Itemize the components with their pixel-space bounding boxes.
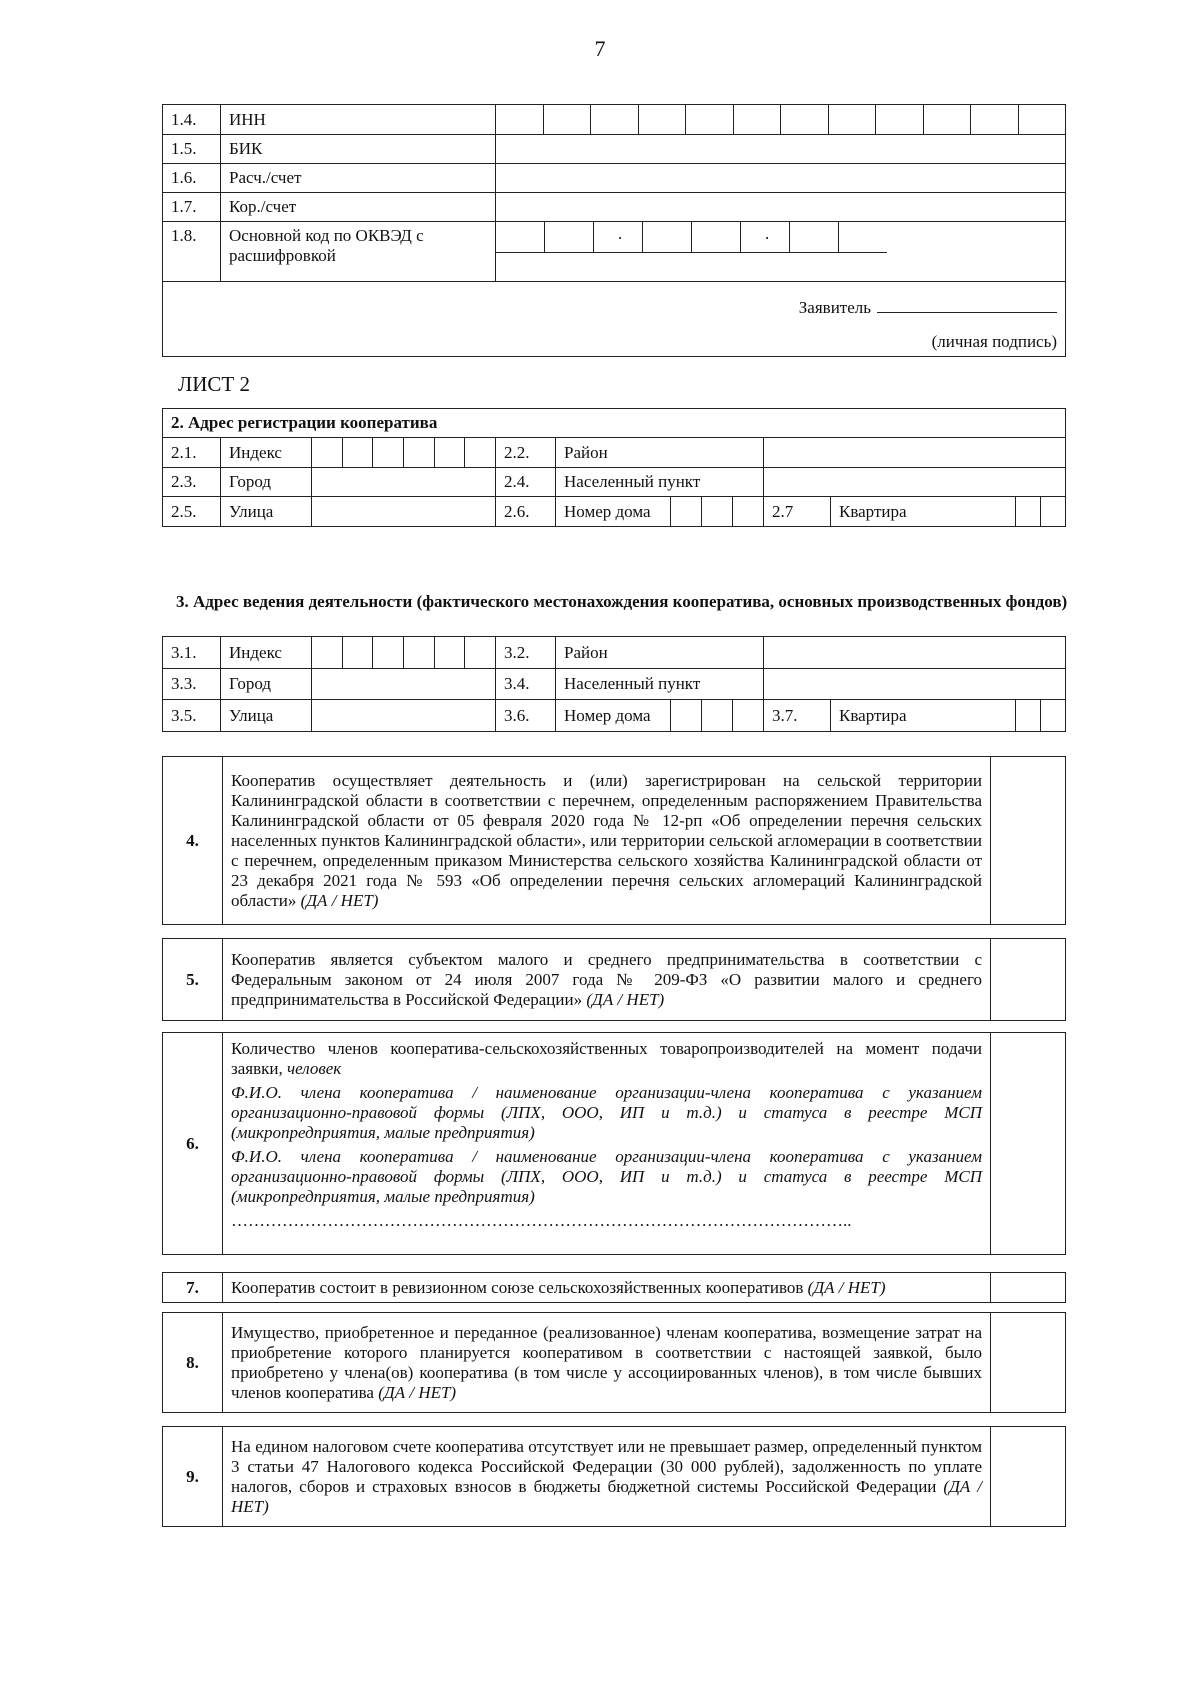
- item-statement: Кооператив является субъектом малого и среднего предпринимательства в соответствии с Федеральным законом от 24 июля 2007 года № 209-ФЗ «О развитии малого и среднего предпринимательства в Российской Федерации»: [231, 949, 982, 1009]
- member-entry: Ф.И.О. члена кооператива / наименование организации-члена кооператива с указанием организационно-правовой формы (ЛПХ, ООО, ИП и т.д.) и статуса в реестре МСП (микропредприятия, малые предприятия): [231, 1147, 982, 1206]
- row-number: 1.8.: [163, 222, 221, 282]
- page-number: 7: [594, 36, 606, 61]
- field-label: Улица: [221, 700, 312, 732]
- city-field[interactable]: [312, 669, 496, 700]
- row-number: 1.7.: [163, 193, 221, 222]
- row-number: 1.5.: [163, 135, 221, 164]
- field-label: Город: [221, 468, 312, 497]
- field-label: Номер дома: [556, 497, 671, 527]
- district-field[interactable]: [764, 438, 1066, 468]
- item-5: [162, 938, 1066, 1021]
- field-label: Город: [221, 669, 312, 700]
- answer-field[interactable]: [991, 1033, 1066, 1255]
- item-7: [162, 1272, 1066, 1303]
- field-number: 2.2.: [496, 438, 556, 468]
- item-statement: На едином налоговом счете кооператива отсутствует или не превышает размер, определенный пунктом 3 статьи 47 Налогового кодекса Российской Федерации (30 000 рублей), задолженность по уплате налогов, сборов и страховых взносов в бюджеты бюджетной системы Российской Федерации: [231, 1436, 982, 1496]
- field-label: Индекс: [221, 438, 312, 468]
- activity-address-table: [162, 636, 1066, 732]
- field-number: 3.7.: [764, 700, 831, 732]
- item-statement: Кооператив осуществляет деятельность и (или) зарегистрирован на сельской территории Калининградской области в соответствии с перечнем, определенным распоряжением Правительства Калининградской области от 05 февраля 2020 года № 12-рп «Об определении перечня сельских населенных пунктов Калининградской области», или территории сельской агломерации в соответствии с перечнем, определенным приказом Министерства сельского хозяйства Калининградской области от 23 декабря 2021 года № 593 «Об определении перечня сельских агломераций Калининградской области»: [231, 770, 982, 910]
- section-title: 2. Адрес регистрации кооператива: [163, 409, 1066, 438]
- unit-hint: человек: [286, 1059, 342, 1078]
- signature-block: [163, 282, 1066, 357]
- field-number: 2.5.: [163, 497, 221, 527]
- settlement-field[interactable]: [764, 669, 1066, 700]
- city-field[interactable]: [312, 468, 496, 497]
- okved-field[interactable]: [496, 222, 1066, 282]
- item-statement: Кооператив состоит в ревизионном союзе сельскохозяйственных кооперативов: [231, 1277, 804, 1297]
- bik-field[interactable]: [496, 135, 1066, 164]
- district-field[interactable]: [764, 637, 1066, 669]
- signature-label: Заявитель: [798, 298, 871, 317]
- item-text: [223, 1313, 991, 1413]
- field-label: Населенный пункт: [556, 468, 764, 497]
- street-field[interactable]: [312, 700, 496, 732]
- field-number: 3.2.: [496, 637, 556, 669]
- field-number: 2.3.: [163, 468, 221, 497]
- yes-no-hint: (ДА / НЕТ): [807, 1277, 886, 1297]
- field-label: Номер дома: [556, 700, 671, 732]
- row-label: Расч./счет: [221, 164, 496, 193]
- field-number: 3.6.: [496, 700, 556, 732]
- settlement-field[interactable]: [764, 468, 1066, 497]
- row-number: 1.4.: [163, 105, 221, 135]
- inn-cells[interactable]: [496, 105, 1066, 135]
- field-number: 3.1.: [163, 637, 221, 669]
- yes-no-hint: (ДА / НЕТ): [586, 989, 665, 1009]
- section-3-title: 3. Адрес ведения деятельности (фактического местонахождения кооператива, основных производственных фондов): [176, 592, 1068, 611]
- field-number: 3.3.: [163, 669, 221, 700]
- field-label: Район: [556, 438, 764, 468]
- answer-field[interactable]: [991, 757, 1066, 925]
- item-8: [162, 1312, 1066, 1413]
- item-number: 7.: [163, 1273, 223, 1303]
- field-label: Улица: [221, 497, 312, 527]
- house-number-cells[interactable]: [671, 497, 764, 527]
- item-text: [223, 1427, 991, 1527]
- member-entry: Ф.И.О. члена кооператива / наименование организации-члена кооператива с указанием организационно-правовой формы (ЛПХ, ООО, ИП и т.д.) и статуса в реестре МСП (микропредприятия, малые предприятия): [231, 1083, 982, 1142]
- item-text: [223, 1273, 991, 1303]
- field-number: 3.4.: [496, 669, 556, 700]
- answer-field[interactable]: [991, 1273, 1066, 1303]
- row-label: БИК: [221, 135, 496, 164]
- field-number: 2.4.: [496, 468, 556, 497]
- field-label: Район: [556, 637, 764, 669]
- field-number: 2.7: [764, 497, 831, 527]
- yes-no-hint: (ДА / НЕТ): [231, 1476, 982, 1516]
- answer-field[interactable]: [991, 1427, 1066, 1527]
- account-field[interactable]: [496, 164, 1066, 193]
- row-label: ИНН: [221, 105, 496, 135]
- row-number: 1.6.: [163, 164, 221, 193]
- postal-code-cells[interactable]: [312, 438, 496, 468]
- item-text: [223, 1033, 991, 1255]
- field-number: 2.1.: [163, 438, 221, 468]
- corr-account-field[interactable]: [496, 193, 1066, 222]
- apartment-cells[interactable]: [1016, 700, 1066, 732]
- yes-no-hint: (ДА / НЕТ): [300, 890, 379, 910]
- bank-details-table: [162, 104, 1066, 357]
- answer-field[interactable]: [991, 939, 1066, 1021]
- house-number-cells[interactable]: [671, 700, 764, 732]
- item-number: 6.: [163, 1033, 223, 1255]
- registration-address-table: [162, 408, 1066, 527]
- item-statement: Количество членов кооператива-сельскохозяйственных товаропроизводителей на момент подачи заявки,: [231, 1039, 982, 1078]
- field-label: Квартира: [831, 700, 1016, 732]
- item-9: [162, 1426, 1066, 1527]
- signature-hint: (личная подпись): [931, 332, 1057, 351]
- item-statement: Имущество, приобретенное и переданное (реализованное) членам кооператива, возмещение затрат на приобретение которого планируется кооперативом в соответствии с настоящей заявкой, было приобретено у члена(ов) кооператива (в том числе у ассоциированных членов), в том числе бывших членов кооператива: [231, 1322, 982, 1402]
- continuation-dots: ………………………………………………………………………………………………..: [231, 1211, 852, 1230]
- street-field[interactable]: [312, 497, 496, 527]
- field-number: 3.5.: [163, 700, 221, 732]
- signature-line[interactable]: [877, 298, 1057, 313]
- sheet-title: ЛИСТ 2: [178, 372, 250, 396]
- apartment-cells[interactable]: [1016, 497, 1066, 527]
- row-label: Основной код по ОКВЭД с расшифровкой: [221, 222, 496, 282]
- item-number: 9.: [163, 1427, 223, 1527]
- row-label: Кор./счет: [221, 193, 496, 222]
- field-number: 2.6.: [496, 497, 556, 527]
- item-4: [162, 756, 1066, 925]
- field-label: Квартира: [831, 497, 1016, 527]
- item-6: [162, 1032, 1066, 1255]
- item-text: [223, 757, 991, 925]
- field-label: Населенный пункт: [556, 669, 764, 700]
- postal-code-cells[interactable]: [312, 637, 496, 669]
- answer-field[interactable]: [991, 1313, 1066, 1413]
- item-number: 8.: [163, 1313, 223, 1413]
- yes-no-hint: (ДА / НЕТ): [378, 1382, 457, 1402]
- item-number: 4.: [163, 757, 223, 925]
- field-label: Индекс: [221, 637, 312, 669]
- item-text: [223, 939, 991, 1021]
- item-number: 5.: [163, 939, 223, 1021]
